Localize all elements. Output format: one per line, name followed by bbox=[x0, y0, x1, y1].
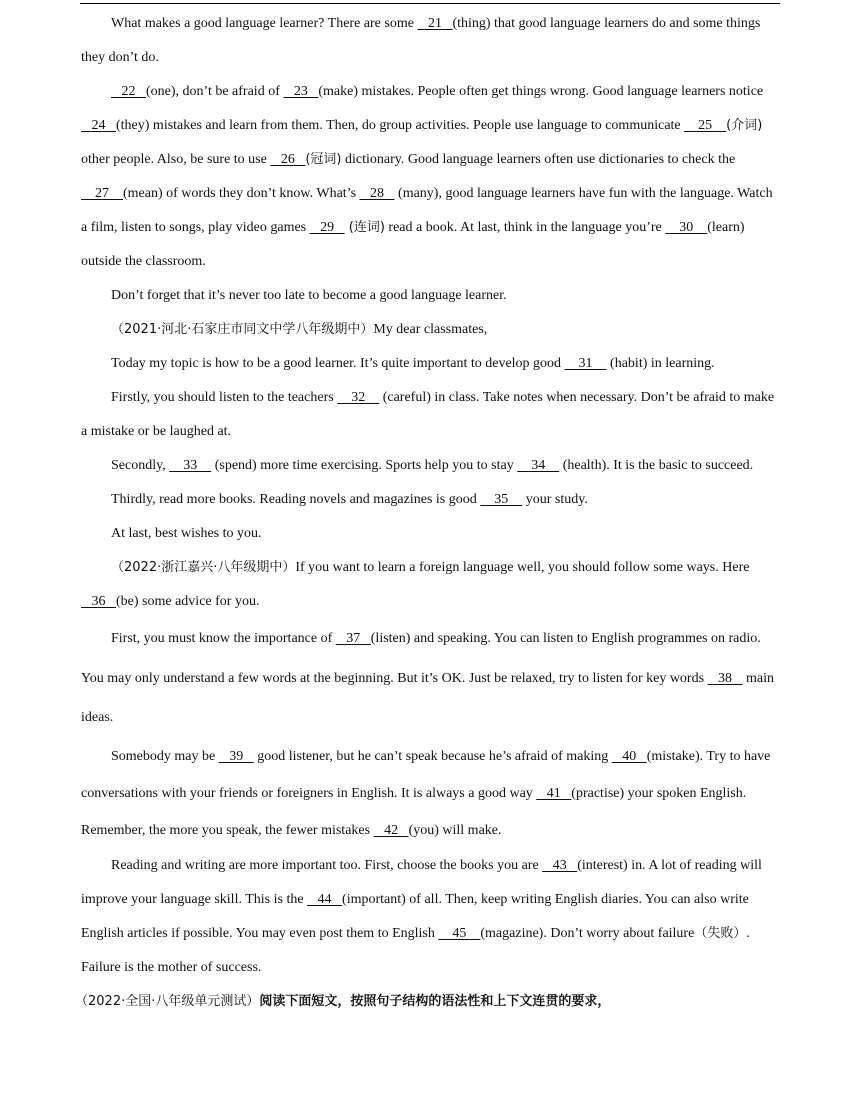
cjk-text: (连词) bbox=[344, 220, 385, 235]
answer-blank-38[interactable]: 38 bbox=[707, 670, 743, 686]
text-segment: (important) of all. Then, keep writing English diaries. You can also write English articles if possible. You may even post them to English bbox=[81, 891, 749, 941]
answer-blank-39[interactable]: 39 bbox=[218, 748, 254, 764]
passage3-source-heading bbox=[81, 551, 778, 619]
text-segment: (thing) that good language learners do and some things they don’t do. bbox=[81, 16, 761, 65]
answer-blank-25[interactable]: 25 bbox=[684, 118, 727, 133]
text-segment: . Failure is the mother of success. bbox=[81, 925, 750, 975]
text-segment: (spend) more time exercising. Sports help you to stay bbox=[211, 458, 518, 473]
passage2-paragraph-1 bbox=[81, 347, 778, 381]
passage1-paragraph-3 bbox=[81, 279, 778, 313]
answer-blank-28[interactable]: 28 bbox=[359, 186, 395, 201]
cjk-text: （2022·全国·八年级单元测试） bbox=[75, 993, 260, 1009]
text-segment: good listener, but he can’t speak because he’s afraid of making bbox=[253, 748, 612, 764]
cjk-text: （2022·浙江嘉兴·八年级期中） bbox=[111, 560, 296, 575]
answer-blank-37[interactable]: 37 bbox=[335, 631, 371, 646]
answer-blank-26[interactable]: 26 bbox=[270, 152, 306, 167]
text-segment: First, you must know the importance of bbox=[111, 631, 336, 646]
text-segment: (mistake). Try to have conversations with your friends or foreigners in English. It is always a good way bbox=[81, 748, 771, 801]
passage1-paragraph-1 bbox=[81, 7, 778, 75]
answer-blank-22[interactable]: 22 bbox=[111, 84, 146, 99]
passage1-paragraph-2 bbox=[81, 75, 778, 279]
text-segment: (practise) your spoken English. Remember, the more you speak, the fewer mistakes bbox=[81, 785, 747, 838]
text-segment: Somebody may be bbox=[111, 748, 219, 764]
text-segment: (habit) in learning. bbox=[606, 356, 715, 371]
answer-blank-33[interactable]: 33 bbox=[169, 458, 212, 473]
cjk-text: 阅读下面短文，按照句子结构的语法性和上下文连贯的要求， bbox=[259, 993, 611, 1009]
text-segment: (make) mistakes. People often get things wrong. Good language learners notice bbox=[318, 84, 764, 99]
text-segment: (one), don’t be afraid of bbox=[146, 84, 284, 99]
text-segment: other people. Also, be sure to use bbox=[81, 152, 271, 167]
passage2-paragraph-4 bbox=[81, 483, 778, 517]
answer-blank-24[interactable]: 24 bbox=[81, 118, 116, 133]
text-segment: dictionary. Good language learners often use dictionaries to check the bbox=[341, 152, 736, 167]
answer-blank-31[interactable]: 31 bbox=[564, 356, 607, 371]
text-segment: What makes a good language learner? There are some bbox=[111, 16, 418, 31]
answer-blank-21[interactable]: 21 bbox=[417, 16, 453, 31]
answer-blank-32[interactable]: 32 bbox=[337, 390, 380, 405]
text-segment: Firstly, you should listen to the teachers bbox=[111, 390, 338, 405]
text-segment: (mean) of words they don’t know. What’s bbox=[123, 186, 360, 201]
answer-blank-44[interactable]: 44 bbox=[307, 891, 343, 907]
text-segment: (learn) outside the classroom. bbox=[81, 220, 745, 269]
cjk-text: (冠词) bbox=[305, 152, 342, 167]
passage2-paragraph-3 bbox=[81, 449, 778, 483]
next-section-instruction bbox=[75, 985, 778, 1019]
text-segment: (listen) and speaking. You can listen to English programmes on radio. You may only understand a few words at the beginning. But it’s OK. Just be relaxed, try to listen for key words bbox=[81, 631, 761, 686]
answer-blank-30[interactable]: 30 bbox=[665, 220, 708, 235]
text-segment: Don’t forget that it’s never too late to become a good language learner. bbox=[111, 288, 507, 303]
text-segment: At last, best wishes to you. bbox=[111, 526, 262, 541]
text-segment: (you) will make. bbox=[408, 822, 502, 838]
answer-blank-34[interactable]: 34 bbox=[517, 458, 560, 473]
text-segment: Thirdly, read more books. Reading novels and magazines is good bbox=[111, 492, 481, 507]
text-segment: Today my topic is how to be a good learner. It’s quite important to develop good bbox=[111, 356, 565, 371]
text-segment: Secondly, bbox=[111, 458, 170, 473]
answer-blank-29[interactable]: 29 bbox=[309, 220, 345, 235]
text-segment: your study. bbox=[522, 492, 588, 507]
answer-blank-41[interactable]: 41 bbox=[536, 785, 572, 801]
text-segment: (careful) in class. Take notes when necessary. Don’t be afraid to make a mistake or be laughed at. bbox=[81, 390, 775, 439]
text-segment: (many), good language learners have fun with the language. Watch a film, listen to songs, play video games bbox=[81, 186, 773, 235]
answer-blank-42[interactable]: 42 bbox=[373, 822, 409, 838]
answer-blank-27[interactable]: 27 bbox=[81, 186, 123, 201]
answer-blank-23[interactable]: 23 bbox=[283, 84, 319, 99]
cjk-text: （失败） bbox=[694, 925, 747, 941]
passage3-paragraph-3 bbox=[81, 849, 778, 985]
passage3-paragraph-1 bbox=[81, 619, 778, 738]
text-segment: My dear classmates, bbox=[373, 322, 488, 337]
answer-blank-45[interactable]: 45 bbox=[438, 925, 481, 941]
text-segment: (interest) in. A lot of reading will improve your language skill. This is the bbox=[81, 857, 762, 907]
text-segment: If you want to learn a foreign language well, you should follow some ways. Here bbox=[295, 560, 750, 575]
exam-page bbox=[75, 0, 778, 1019]
passage2-paragraph-2 bbox=[81, 381, 778, 449]
text-segment: Reading and writing are more important too. First, choose the books you are bbox=[111, 857, 543, 873]
answer-blank-43[interactable]: 43 bbox=[542, 857, 578, 873]
passage3-paragraph-2 bbox=[81, 738, 778, 849]
answer-blank-35[interactable]: 35 bbox=[480, 492, 523, 507]
text-segment: (be) some advice for you. bbox=[116, 594, 260, 609]
passage2-paragraph-5 bbox=[81, 517, 778, 551]
answer-blank-36[interactable]: 36 bbox=[81, 594, 116, 609]
text-segment: (they) mistakes and learn from them. Then, do group activities. People use language to communicate bbox=[116, 118, 685, 133]
text-segment: read a book. At last, think in the language you’re bbox=[384, 220, 666, 235]
text-segment: main ideas. bbox=[81, 670, 775, 725]
text-segment: (health). It is the basic to succeed. bbox=[559, 458, 754, 473]
cjk-text: (介词) bbox=[726, 118, 763, 133]
answer-blank-40[interactable]: 40 bbox=[611, 748, 647, 764]
cjk-text: （2021·河北·石家庄市同文中学八年级期中） bbox=[111, 322, 374, 337]
text-segment: (magazine). Don’t worry about failure bbox=[480, 925, 695, 941]
passage2-source-heading bbox=[81, 313, 778, 347]
